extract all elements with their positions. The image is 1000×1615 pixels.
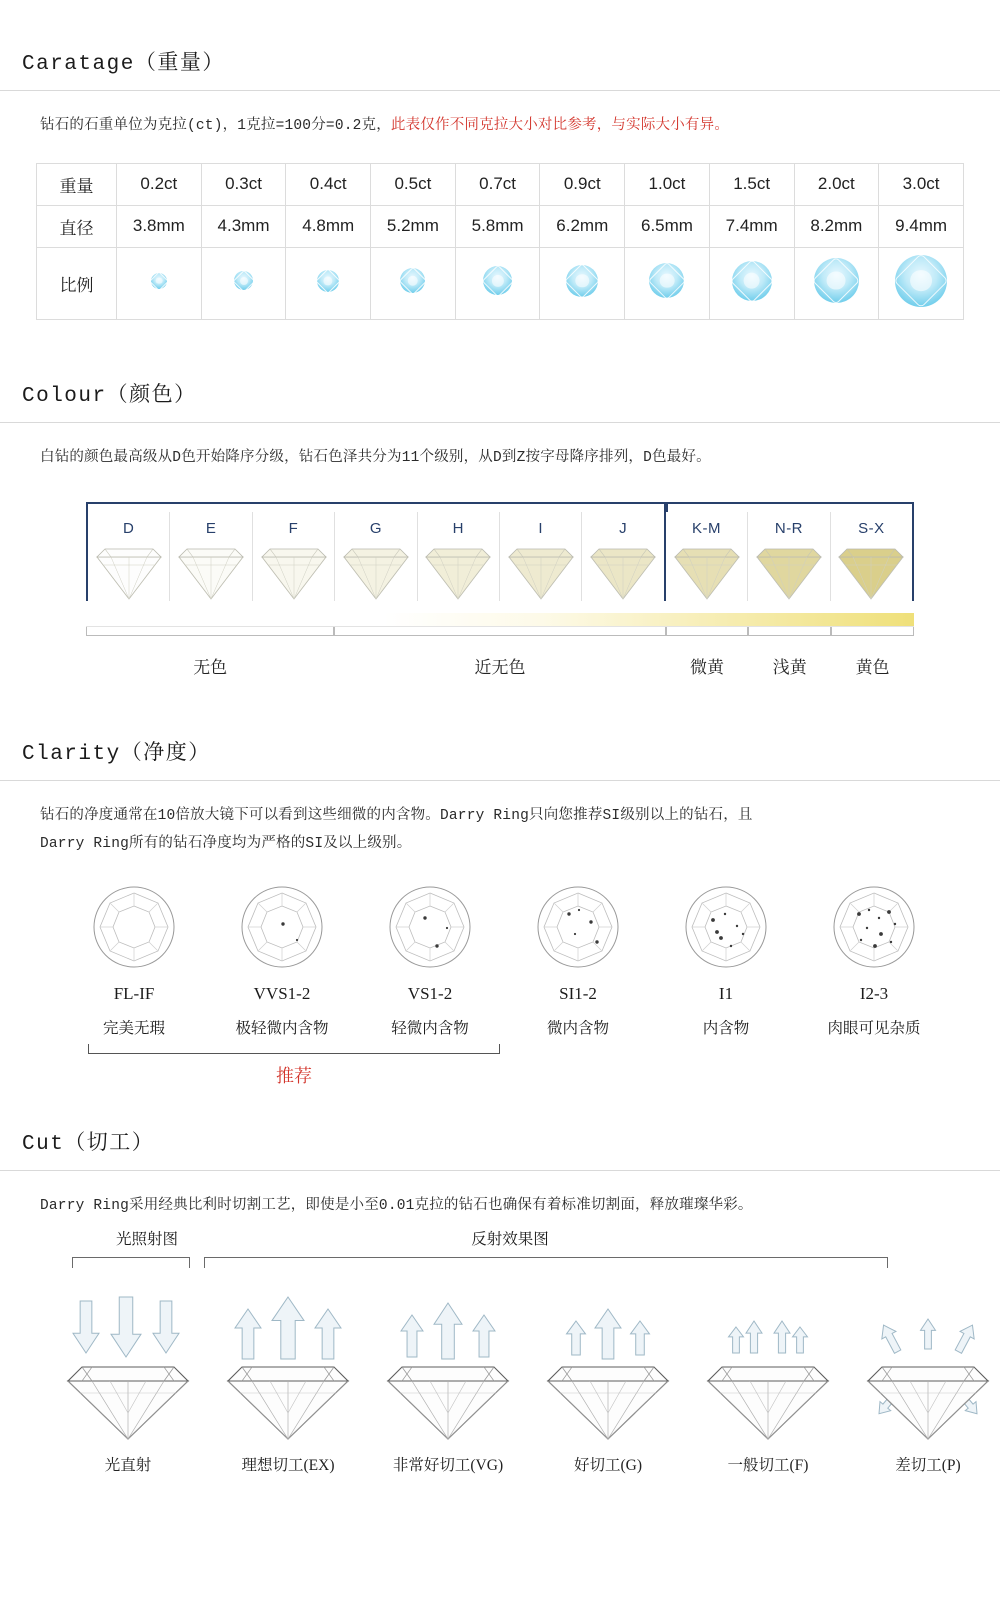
caratage-description <box>0 91 1000 141</box>
row-label-weight: 重量 <box>37 163 117 205</box>
cell-diameter: 5.8mm <box>455 205 540 247</box>
clarity-item <box>800 884 948 1038</box>
colour-grade-cells <box>86 512 914 601</box>
caratage-title: Caratage（重量） <box>22 53 225 76</box>
cut-braces <box>0 1221 1000 1293</box>
cell-weight: 1.0ct <box>625 163 710 205</box>
cut-item-label: 理想切工(EX) <box>241 1456 335 1474</box>
clarity-diamond-icon <box>683 884 769 970</box>
colour-grade-label: N-R <box>774 520 804 538</box>
clarity-item-name: I2-3 <box>859 984 889 1004</box>
colour-title: Colour（颜色） <box>22 384 197 408</box>
cell-diamond-size <box>794 247 879 319</box>
cell-diamond-size <box>625 247 710 319</box>
table-row-ratio <box>37 247 964 319</box>
cut-item-label: 非常好切工(VG) <box>392 1456 504 1474</box>
clarity-item-sublabel: 极轻微内含物 <box>235 1020 329 1038</box>
colour-grade-cell <box>86 512 169 601</box>
cut-diamond-outline <box>548 1367 668 1439</box>
cell-diamond-size <box>286 247 371 319</box>
cut-brace-right <box>204 1257 888 1268</box>
colour-grade-cell <box>581 512 663 601</box>
clarity-item-sublabel: 肉眼可见杂质 <box>827 1020 921 1038</box>
clarity-diamond-icon <box>91 884 177 970</box>
colour-top-brace <box>86 502 914 512</box>
colour-grade-cell <box>664 512 747 601</box>
cell-diameter: 4.8mm <box>286 205 371 247</box>
colour-grade-cell <box>252 512 334 601</box>
diamond-gem-icon <box>749 543 829 601</box>
colour-grade-label: S-X <box>858 520 885 538</box>
cut-illustration <box>848 1293 1000 1443</box>
row-label-diameter: 直径 <box>37 205 117 247</box>
cell-weight: 0.3ct <box>201 163 286 205</box>
clarity-recommend-label: 推荐 <box>276 1066 312 1087</box>
colour-description: 白钻的颜色最高级从D色开始降序分级，钻石色泽共分为11个级别，从D到Z按字母降序排列，D色最好。 <box>40 449 711 466</box>
cut-brace-left <box>72 1257 190 1268</box>
clarity-item <box>208 884 356 1038</box>
cell-weight: 2.0ct <box>794 163 879 205</box>
cut-diamond-outline <box>388 1367 508 1439</box>
cut-item <box>848 1293 1000 1475</box>
cut-illustration <box>48 1293 208 1443</box>
cut-brace-right-label: 反射效果图 <box>471 1230 549 1248</box>
cut-item-label: 一般切工(F) <box>727 1456 809 1474</box>
cell-weight: 3.0ct <box>879 163 964 205</box>
colour-grade-cell <box>830 512 914 601</box>
colour-grade-cell <box>169 512 251 601</box>
cell-weight: 0.5ct <box>371 163 456 205</box>
colour-chart <box>0 472 1000 678</box>
cut-item <box>48 1293 208 1475</box>
clarity-item-name: FL-IF <box>113 984 155 1004</box>
colour-group-label: 微黄 <box>689 658 724 678</box>
diamond-gem-icon <box>583 543 663 601</box>
clarity-description <box>0 781 1000 858</box>
cut-illustration <box>368 1293 528 1443</box>
table-row-weight <box>37 163 964 205</box>
colour-grade-cell <box>747 512 829 601</box>
cell-diameter: 7.4mm <box>709 205 794 247</box>
diamond-icon <box>483 266 512 295</box>
clarity-diamond-icon <box>239 884 325 970</box>
table-row-diameter <box>37 205 964 247</box>
cut-illustration <box>208 1293 368 1443</box>
colour-grade-label: J <box>619 520 628 538</box>
diamond-icon <box>151 273 167 289</box>
colour-grade-label: H <box>452 520 464 538</box>
clarity-item <box>652 884 800 1038</box>
clarity-item-sublabel: 内含物 <box>702 1020 750 1038</box>
cell-diameter: 9.4mm <box>879 205 964 247</box>
cell-diameter: 5.2mm <box>371 205 456 247</box>
cell-diameter: 8.2mm <box>794 205 879 247</box>
diamond-icon <box>234 271 253 290</box>
cut-illustration <box>528 1293 688 1443</box>
colour-grade-cell <box>334 512 416 601</box>
clarity-description-line1: 钻石的净度通常在10倍放大镜下可以看到这些细微的内含物。Darry Ring只向您推荐SI级别以上的钻石，且 <box>40 808 753 825</box>
clarity-title: Clarity（净度） <box>22 743 211 767</box>
diamond-gem-icon <box>254 543 334 601</box>
clarity-item-name: VVS1-2 <box>253 984 311 1004</box>
clarity-item <box>356 884 504 1038</box>
clarity-item <box>60 884 208 1038</box>
colour-grade-cell <box>417 512 499 601</box>
clarity-item-name: I1 <box>718 984 734 1004</box>
diamond-icon <box>649 263 684 298</box>
clarity-items <box>0 858 1000 1038</box>
cell-diameter: 4.3mm <box>201 205 286 247</box>
colour-group-labels <box>86 653 914 678</box>
colour-group-label: 黄色 <box>855 658 890 678</box>
cell-diamond-size <box>201 247 286 319</box>
colour-grade-label: F <box>288 520 299 538</box>
diamond-gem-icon <box>831 543 911 601</box>
clarity-diamond-icon <box>831 884 917 970</box>
cell-weight: 1.5ct <box>709 163 794 205</box>
diamond-icon <box>895 255 947 307</box>
colour-grade-label: G <box>369 520 382 538</box>
diamond-icon <box>566 265 598 297</box>
diamond-icon <box>732 261 772 301</box>
caratage-description-plain: 钻石的石重单位为克拉(ct)，1克拉=100分=0.2克， <box>40 118 391 134</box>
section-caratage <box>0 0 1000 320</box>
clarity-item-sublabel: 微内含物 <box>546 1020 609 1038</box>
cut-brace-left-label: 光照射图 <box>115 1230 178 1248</box>
colour-group-label: 无色 <box>193 658 228 678</box>
section-clarity <box>0 736 1000 1098</box>
colour-group-label: 近无色 <box>474 658 526 678</box>
cut-diamond-outline <box>228 1367 348 1439</box>
colour-group-label: 浅黄 <box>772 658 807 678</box>
cell-weight: 0.2ct <box>117 163 202 205</box>
cut-illustration <box>688 1293 848 1443</box>
row-label-ratio: 比例 <box>37 247 117 319</box>
diamond-gem-icon <box>336 543 416 601</box>
clarity-recommend <box>0 1038 1000 1098</box>
diamond-icon <box>317 270 339 292</box>
colour-gradient-bar <box>86 613 914 627</box>
cell-diamond-size <box>371 247 456 319</box>
clarity-description-line2: Darry Ring所有的钻石净度均为严格的SI及以上级别。 <box>40 835 412 852</box>
section-cut <box>0 1126 1000 1475</box>
caratage-table <box>36 163 964 320</box>
cut-item <box>368 1293 528 1475</box>
diamond-gem-icon <box>89 543 169 601</box>
cell-weight: 0.7ct <box>455 163 540 205</box>
diamond-gem-icon <box>501 543 581 601</box>
diamond-icon <box>400 268 425 293</box>
colour-grade-cell <box>499 512 581 601</box>
cut-items <box>0 1293 1000 1475</box>
clarity-item-sublabel: 轻微内含物 <box>391 1020 469 1038</box>
cell-diamond-size <box>879 247 964 319</box>
diamond-icon <box>814 258 859 303</box>
diamond-gem-icon <box>171 543 251 601</box>
clarity-item <box>504 884 652 1038</box>
cut-item <box>528 1293 688 1475</box>
colour-grade-label: K-M <box>692 520 722 538</box>
cut-diamond-outline <box>708 1367 828 1439</box>
cut-item-label: 光直射 <box>104 1456 152 1474</box>
cell-diamond-size <box>117 247 202 319</box>
cell-diamond-size <box>709 247 794 319</box>
clarity-item-sublabel: 完美无瑕 <box>102 1020 165 1038</box>
cell-diameter: 6.5mm <box>625 205 710 247</box>
caratage-table-wrap <box>0 141 1000 320</box>
cut-item-label: 差切工(P) <box>895 1456 961 1474</box>
cell-weight: 0.4ct <box>286 163 371 205</box>
cut-item-label: 好切工(G) <box>573 1456 643 1474</box>
cut-description: Darry Ring采用经典比利时切割工艺，即使是小至0.01克拉的钻石也确保有着标准切割面，释放璀璨华彩。 <box>40 1198 753 1215</box>
cell-diameter: 6.2mm <box>540 205 625 247</box>
diamond-gem-icon <box>667 543 747 601</box>
cut-item <box>688 1293 848 1475</box>
clarity-recommend-brace <box>88 1044 500 1054</box>
clarity-item-name: SI1-2 <box>559 984 597 1004</box>
clarity-diamond-icon <box>387 884 473 970</box>
colour-grade-label: I <box>538 520 544 538</box>
clarity-item-name: VS1-2 <box>407 984 453 1004</box>
clarity-diamond-icon <box>535 884 621 970</box>
cut-item <box>208 1293 368 1475</box>
caratage-description-note: 此表仅作不同克拉大小对比参考，与实际大小有异。 <box>390 118 730 134</box>
cell-weight: 0.9ct <box>540 163 625 205</box>
cell-diameter: 3.8mm <box>117 205 202 247</box>
section-colour <box>0 378 1000 679</box>
cell-diamond-size <box>540 247 625 319</box>
cut-title: Cut（切工） <box>22 1133 155 1157</box>
colour-grade-label: D <box>123 520 135 538</box>
cut-diamond-outline <box>68 1367 188 1439</box>
colour-group-braces <box>86 627 914 643</box>
colour-grade-label: E <box>205 520 217 538</box>
diamond-gem-icon <box>418 543 498 601</box>
cell-diamond-size <box>455 247 540 319</box>
